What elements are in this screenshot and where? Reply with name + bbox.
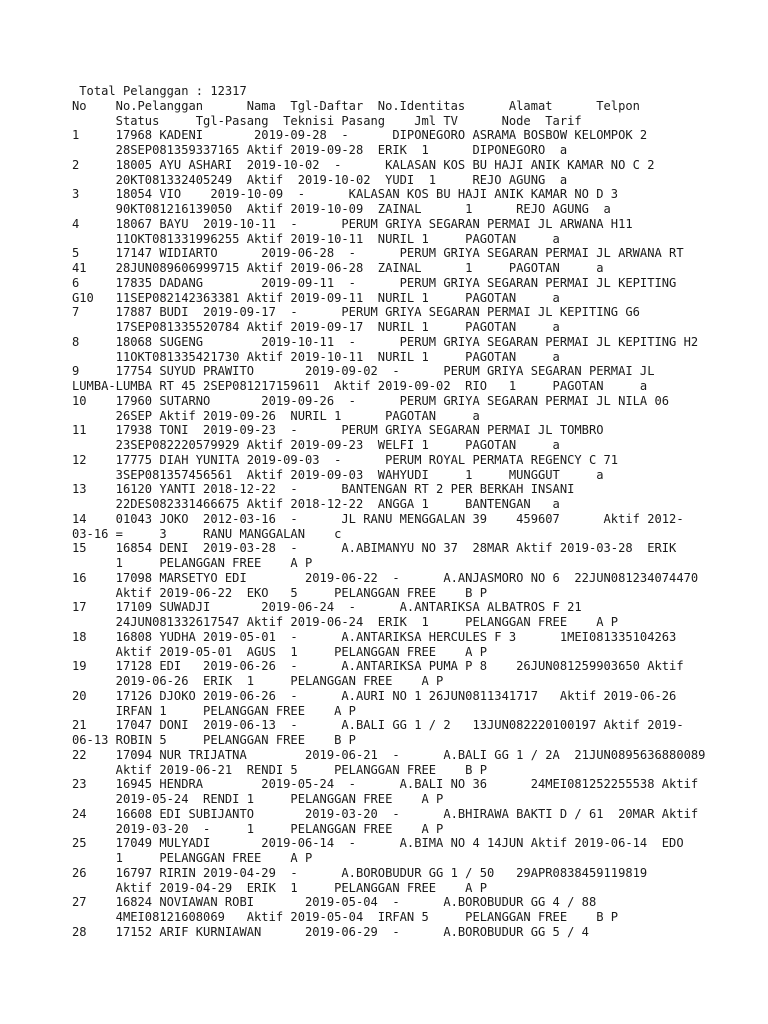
- report-line: Aktif 2019-06-21 RENDI 5 PELANGGAN FREE B P: [72, 762, 488, 777]
- report-line: 90KT081216139050 Aktif 2019-10-09 ZAINAL 1 REJO AGUNG a: [72, 202, 611, 216]
- report-line: 7 17887 BUDI 2019-09-17 - PERUM GRIYA SEGARAN PERMAI JL KEPITING G6: [72, 305, 640, 320]
- report-line: 28 17152 ARIF KURNIAWAN 2019-06-29 - A.BOROBUDUR GG 5 / 4: [72, 924, 589, 939]
- report-line: 41 28JUN089606999715 Aktif 2019-06-28 ZAINAL 1 PAGOTAN a: [72, 261, 604, 275]
- report-line: 21 17047 DONI 2019-06-13 - A.BALI GG 1 / 2 13JUN082220100197 Aktif 2019-: [72, 718, 684, 733]
- report-line: 11OKT081335421730 Aktif 2019-10-11 NURIL 1 PAGOTAN a: [72, 349, 560, 364]
- report-line: Aktif 2019-04-29 ERIK 1 PELANGGAN FREE A P: [72, 880, 488, 895]
- report-line: 2019-06-26 ERIK 1 PELANGGAN FREE A P: [72, 674, 444, 688]
- report-line: 5 17147 WIDIARTO 2019-06-28 - PERUM GRIYA SEGARAN PERMAI JL ARWANA RT: [72, 246, 684, 261]
- report-line: IRFAN 1 PELANGGAN FREE A P: [72, 703, 356, 718]
- report-line: LUMBA-LUMBA RT 45 2SEP081217159611 Aktif 2019-09-02 RIO 1 PAGOTAN a: [72, 379, 648, 393]
- report-header-line: No No.Pelanggan Nama Tgl-Daftar No.Identitas Alamat Telpon: [72, 98, 640, 113]
- report-line: 2 18005 AYU ASHARI 2019-10-02 - KALASAN KOS BU HAJI ANIK KAMAR NO C 2: [72, 157, 655, 172]
- report-line: 8 18068 SUGENG 2019-10-11 - PERUM GRIYA SEGARAN PERMAI JL KEPITING H2: [72, 334, 699, 349]
- report-line: 3 18054 VIO 2019-10-09 - KALASAN KOS BU HAJI ANIK KAMAR NO D 3: [72, 187, 619, 202]
- report-line: 9 17754 SUYUD PRAWITO 2019-09-02 - PERUM GRIYA SEGARAN PERMAI JL: [72, 364, 655, 379]
- report-line: 16 17098 MARSETYO EDI 2019-06-22 - A.ANJASMORO NO 6 22JUN081234074470: [72, 570, 699, 585]
- report-line: 23 16945 HENDRA 2019-05-24 - A.BALI NO 36 24MEI081252255538 Aktif: [72, 777, 699, 792]
- report-line: 11 17938 TONI 2019-09-23 - PERUM GRIYA SEGARAN PERMAI JL TOMBRO: [72, 423, 604, 438]
- report-line: 25 17049 MULYADI 2019-06-14 - A.BIMA NO 4 14JUN Aktif 2019-06-14 EDO: [72, 836, 684, 851]
- report-line: 11OKT081331996255 Aktif 2019-10-11 NURIL 1 PAGOTAN a: [72, 231, 560, 246]
- report-line: G10 11SEP082142363381 Aktif 2019-09-11 NURIL 1 PAGOTAN a: [72, 290, 560, 305]
- report-line: 22DES082331466675 Aktif 2018-12-22 ANGGA 1 BANTENGAN a: [72, 497, 560, 511]
- report-line: 4MEI08121608069 Aktif 2019-05-04 IRFAN 5 PELANGGAN FREE B P: [72, 910, 619, 924]
- report-line: 2019-05-24 RENDI 1 PELANGGAN FREE A P: [72, 792, 444, 806]
- report-line: 12 17775 DIAH YUNITA 2019-09-03 - PERUM ROYAL PERMATA REGENCY C 71: [72, 452, 619, 467]
- report-line: 03-16 = 3 RANU MANGGALAN c: [72, 526, 342, 541]
- report-line: 19 17128 EDI 2019-06-26 - A.ANTARIKSA PUMA P 8 26JUN081259903650 Aktif: [72, 659, 684, 674]
- report-line: 1 PELANGGAN FREE A P: [72, 556, 313, 570]
- report-line: 27 16824 NOVIAWAN ROBI 2019-05-04 - A.BOROBUDUR GG 4 / 88: [72, 895, 597, 910]
- report-line: 26 16797 RIRIN 2019-04-29 - A.BOROBUDUR GG 1 / 50 29APR0838459119819: [72, 865, 648, 880]
- report-line: 17 17109 SUWADJI 2019-06-24 - A.ANTARIKSA ALBATROS F 21: [72, 600, 582, 615]
- report-line: 1 PELANGGAN FREE A P: [72, 851, 313, 865]
- report-line: 17SEP081335520784 Aktif 2019-09-17 NURIL 1 PAGOTAN a: [72, 320, 560, 334]
- report-line: 20 17126 DJOKO 2019-06-26 - A.AURI NO 1 26JUN0811341717 Aktif 2019-06-26: [72, 688, 677, 703]
- report-line: 23SEP082220579929 Aktif 2019-09-23 WELFI 1 PAGOTAN a: [72, 438, 560, 452]
- report-line: 18 16808 YUDHA 2019-05-01 - A.ANTARIKSA HERCULES F 3 1MEI081335104263: [72, 629, 677, 644]
- report-line: 26SEP Aktif 2019-09-26 NURIL 1 PAGOTAN a: [72, 408, 480, 423]
- report-line: Aktif 2019-05-01 AGUS 1 PELANGGAN FREE A P: [72, 644, 488, 659]
- report-line: 1 17968 KADENI 2019-09-28 - DIPONEGORO ASRAMA BOSBOW KELOMPOK 2: [72, 128, 648, 143]
- report-header-line: Status Tgl-Pasang Teknisi Pasang Jml TV Node Tarif: [72, 113, 582, 128]
- report-line: 22 17094 NUR TRIJATNA 2019-06-21 - A.BALI GG 1 / 2A 21JUN0895636880089: [72, 747, 706, 762]
- report-line: 13 16120 YANTI 2018-12-22 - BANTENGAN RT 2 PER BERKAH INSANI: [72, 482, 575, 497]
- report-line: 24JUN081332617547 Aktif 2019-06-24 ERIK 1 PELANGGAN FREE A P: [72, 615, 619, 629]
- report-line: 24 16608 EDI SUBIJANTO 2019-03-20 - A.BHIRAWA BAKTI D / 61 20MAR Aktif: [72, 806, 699, 821]
- report-line: 6 17835 DADANG 2019-09-11 - PERUM GRIYA SEGARAN PERMAI JL KEPITING: [72, 275, 677, 290]
- report-line: 28SEP081359337165 Aktif 2019-09-28 ERIK 1 DIPONEGORO a: [72, 143, 568, 157]
- report-line: 20KT081332405249 Aktif 2019-10-02 YUDI 1 REJO AGUNG a: [72, 172, 568, 187]
- report-line: 10 17960 SUTARNO 2019-09-26 - PERUM GRIYA SEGARAN PERMAI JL NILA 06: [72, 393, 670, 408]
- customer-report: [72, 84, 762, 940]
- report-line: 2019-03-20 - 1 PELANGGAN FREE A P: [72, 821, 444, 836]
- report-line: 15 16854 DENI 2019-03-28 - A.ABIMANYU NO 37 28MAR Aktif 2019-03-28 ERIK: [72, 541, 677, 556]
- report-line: Aktif 2019-06-22 EKO 5 PELANGGAN FREE B P: [72, 585, 488, 600]
- report-line: 4 18067 BAYU 2019-10-11 - PERUM GRIYA SEGARAN PERMAI JL ARWANA H11: [72, 216, 633, 231]
- report-total-line: Total Pelanggan : 12317: [72, 84, 247, 98]
- report-line: 14 01043 JOKO 2012-03-16 - JL RANU MENGGALAN 39 459607 Aktif 2012-: [72, 511, 684, 526]
- report-line: 3SEP081357456561 Aktif 2019-09-03 WAHYUDI 1 MUNGGUT a: [72, 467, 604, 482]
- report-line: 06-13 ROBIN 5 PELANGGAN FREE B P: [72, 733, 356, 747]
